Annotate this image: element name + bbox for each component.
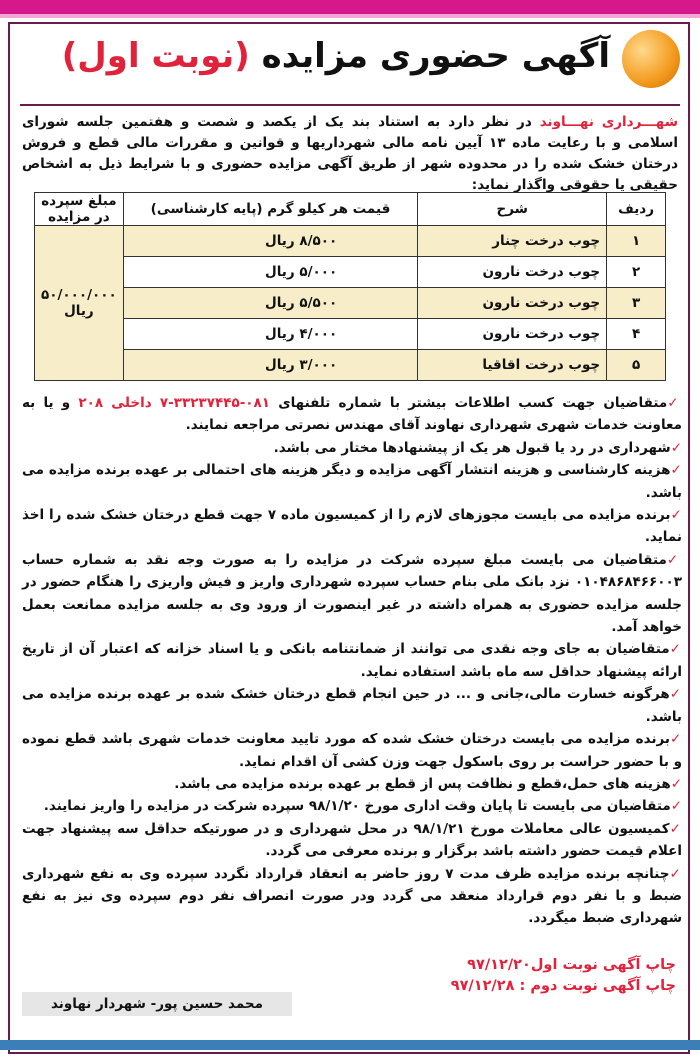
signature: محمد حسین پور- شهردار نهاوند [22,992,292,1016]
items-table [34,192,666,381]
condition-item: ✓متقاضیان می بایست مبلغ سپرده شرکت در مزایده را به صورت وجه نقد به شماره حساب ۰۱۰۴۸۶۸۴۶۶۰۰۳ نزد بانک ملی بنام حساب سپرده شهرداری واریز و فیش واریزی را هنگام حضور در جلسه مزایده حضوری به همراه داشته در غیر اینصورت از ورود وی به جلسه مزایده ممانعت بعمل خواهد آمد. [22,551,682,636]
check-icon: ✓ [669,686,683,703]
row-num: ۴ [607,319,666,350]
condition-item: ✓چنانچه برنده مزایده ظرف مدت ۷ روز حاضر به انعقاد قرارداد نگردد سپرده وی به نفع شهرداری ضبط و با نفر دوم قرارداد منعقد می گردد ودر صورت انصراف نفر دوم سپرده وی نیز به نفع شهرداری ضبط میگردد. [22,865,682,927]
row-desc: چوب درخت نارون [418,257,607,288]
check-icon: ✓ [670,462,682,479]
header-price: قیمت هر کیلو گرم (پایه کارشناسی) [123,193,417,226]
check-icon: ✓ [667,395,683,411]
row-desc: چوب درخت اقاقیا [418,350,607,381]
title-round: (نوبت اول) [61,36,250,76]
row-num: ۱ [607,226,666,257]
check-icon: ✓ [670,798,682,815]
condition-item: ✓متقاضیان جهت کسب اطلاعات بیشتر با شماره تلفنهای ۰۸۱-۳۳۲۳۷۴۴۵-۷ داخلی ۲۰۸ و یا به معاونت خدمات شهری شهرداری نهاوند آقای مهندس نصرتی مراجعه نمایند. [22,395,683,434]
check-icon: ✓ [666,551,682,568]
page-title [62,36,610,76]
table-row [35,226,666,257]
table-row [35,319,666,350]
title-divider [20,104,680,106]
row-num: ۲ [607,257,666,288]
header-row-num: ردیف [607,193,666,226]
title-main: آگهی حضوری مزایده [261,36,610,76]
row-price: ۴/۰۰۰ ریال [123,319,417,350]
condition-item: ✓هرگونه خسارت مالی،جانی و ... در حین انجام قطع درختان خشک شده بر عهده برنده مزایده می باشد. [22,686,683,725]
row-desc: چوب درخت نارون [418,288,607,319]
intro-org: شهـــرداری نهـــاوند [539,114,678,130]
check-icon: ✓ [670,775,682,792]
row-price: ۵/۵۰۰ ریال [123,288,417,319]
row-num: ۵ [607,350,666,381]
condition-item: ✓هزینه های حمل،قطع و نظافت پس از قطع بر عهده برنده مزایده می باشد. [174,775,682,792]
check-icon: ✓ [669,820,682,837]
check-icon: ✓ [669,731,683,748]
print-first: چاپ آگهی نوبت اول۹۷/۱۲/۲۰ [467,957,676,973]
row-price: ۳/۰۰۰ ریال [123,350,417,381]
header-desc: شرح [418,193,607,226]
intro-paragraph [22,112,678,196]
print-second: چاپ آگهی نوبت دوم : ۹۷/۱۲/۲۸ [450,978,676,994]
conditions-list [22,392,682,930]
condition-item: ✓برنده مزایده می بایست مجوزهای لازم را از کمیسیون ماده ۷ جهت قطع درختان خشک شده را اخذ نماید. [22,507,683,546]
condition-item: ✓شهرداری در رد یا قبول هر یک از پیشنهادها مختار می باشد. [273,439,682,456]
condition-item: ✓متقاضیان می بایست تا پایان وقت اداری مورخ ۹۸/۱/۲۰ سپرده شرکت در مزایده را واریز نمایند. [43,798,682,815]
title-bullet-icon [622,30,680,88]
condition-item: ✓متقاضیان به جای وجه نقدی می توانند از ضمانتنامه بانکی و یا اسناد خزانه که اعتبار آن از تاریخ ارائه پیشنهاد حداقل سه ماه باشد استفاده نماید. [22,641,682,680]
table-row [35,257,666,288]
contact-phone: ۰۸۱-۳۳۲۳۷۴۴۵-۷ داخلی ۲۰۸ [78,395,271,411]
row-price: ۵/۰۰۰ ریال [123,257,417,288]
row-price: ۸/۵۰۰ ریال [123,226,417,257]
title-area [40,30,680,100]
header-deposit: مبلغ سپرده در مزایده [35,193,124,226]
row-num: ۳ [607,288,666,319]
condition-item: ✓هزینه کارشناسی و هزینه انتشار آگهی مزایده و دیگر هزینه های احتمالی بر عهده برنده مزایده می باشد. [22,462,682,501]
check-icon: ✓ [670,507,683,524]
condition-item: ✓برنده مزایده می بایست درختان خشک شده که مورد تایید معاونت خدمات شهری باشد قطع نموده و با حضور حراست بر روی باسکول جهت وزن کشی آن اقدام نماید. [22,731,683,770]
table-row [35,350,666,381]
intro-text: در نظر دارد به استناد بند یک از یکصد و شصت و هفتمین جلسه شورای اسلامی و با رعایت ماده ۱۳ آیین نامه مالی شهرداریها و قوانین و مقررات مالی قطع و فروش درختان خشک شده را در محدوده شهر از طریق آگهی مزایده حضوری و با شرایط ذیل به اشخاص حقیقی یا حقوقی واگذار نماید: [22,114,679,193]
table-header-row [35,193,666,226]
deposit-cell: ۵۰/۰۰۰/۰۰۰ ریال [35,226,124,381]
row-desc: چوب درخت چنار [418,226,607,257]
row-desc: چوب درخت نارون [418,319,607,350]
print-dates [451,955,676,997]
table-row [35,288,666,319]
check-icon: ✓ [669,641,682,658]
bottom-color-bar [0,1040,700,1050]
check-icon: ✓ [669,865,682,882]
top-color-bar [0,0,700,14]
condition-item: ✓کمیسیون عالی معاملات مورخ ۹۸/۱/۲۱ در محل شهرداری و در صورتیکه حداقل سه پیشنهاد جهت اعلام قیمت حضور داشته باشد برگزار و برنده معرفی می گردد. [22,820,682,860]
top-color-bar-inner [0,14,700,18]
check-icon: ✓ [670,439,682,456]
